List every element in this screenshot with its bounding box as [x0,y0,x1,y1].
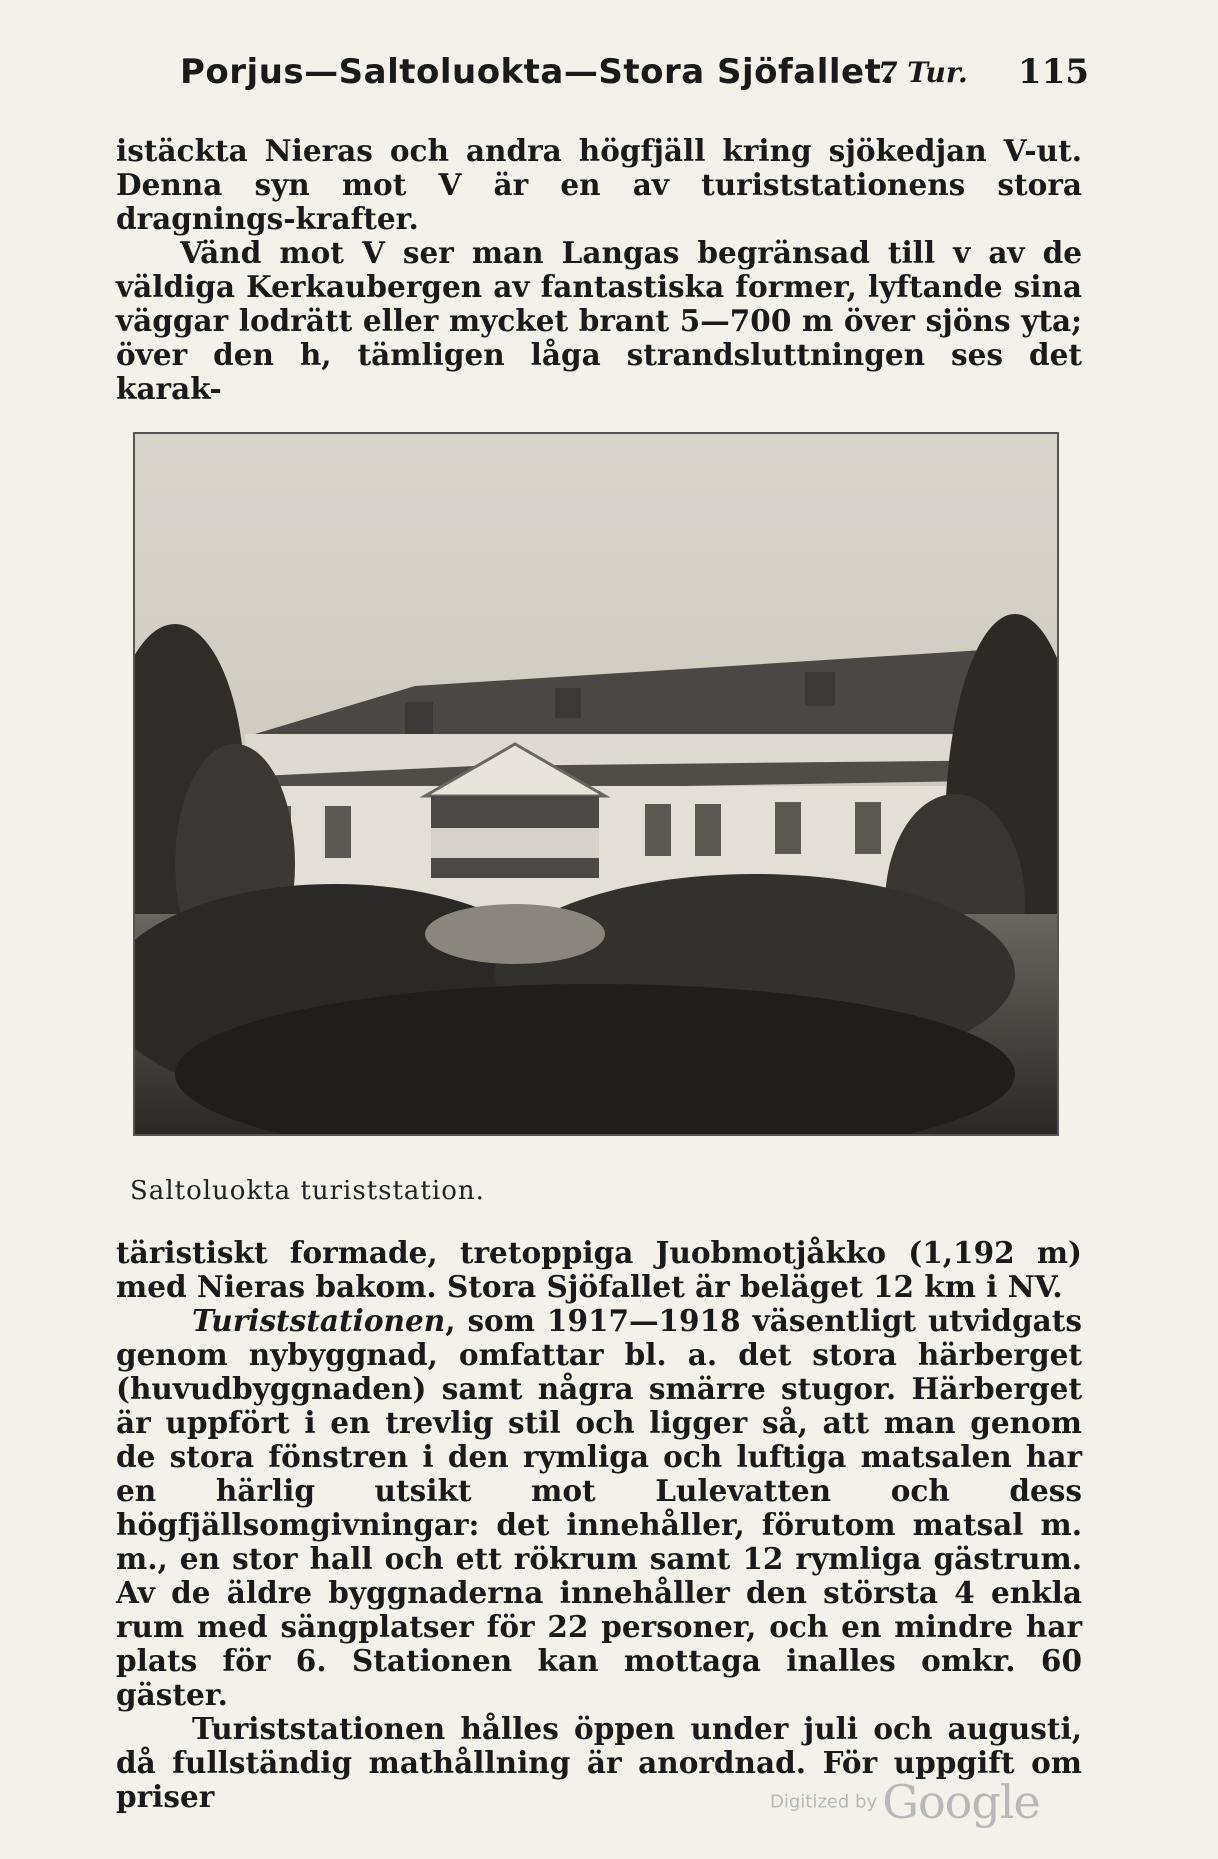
google-logo: Google [882,1775,1040,1829]
running-head-tour: 7 Tur. [878,56,968,89]
running-head [118,48,1089,98]
paragraph: täristiskt formade, tretoppiga Juobmotjåkko (1,192 m) med Nieras bakom. Stora Sjöfallet är beläget 12 km i NV. [116,1235,1082,1304]
photo-illustration [135,434,1057,1134]
paragraph: istäckta Nieras och andra högfjäll kring sjökedjan V-ut. Denna syn mot V är en av turiststationens stora dragnings-krafter. [116,133,1082,236]
figure-caption: Saltoluokta turiststation. [130,1176,485,1206]
paragraph [116,1304,1082,1712]
emphasized-term: Turiststationen [192,1303,446,1338]
running-head-title: Porjus—Saltoluokta—Stora Sjöfallet. [180,52,895,92]
watermark-small: Digitized by [770,1791,878,1813]
top-text-block [116,134,1082,406]
photo-of-building-icon [133,432,1059,1136]
bottom-text-block [116,1236,1082,1814]
page-number: 115 [1018,52,1089,92]
digitized-watermark [770,1775,1040,1829]
paragraph: Vänd mot V ser man Langas begränsad till v av de väldiga Kerkaubergen av fantastiska former, lyftande sina väggar lodrätt eller mycket brant 5—700 m över sjöns yta; över den h, tämligen låga strandsluttningen ses det karak- [116,235,1082,406]
paragraph: Turiststationen hålles öppen under juli och augusti, då fullständig mathållning är anordnad. För uppgift om priser [116,1711,1082,1814]
paragraph-text: , som 1917—1918 väsentligt utvidgats genom nybyggnad, omfattar bl. a. det stora härberget (huvudbyggnaden) samt några smärre stugor. Härberget är uppfört i en trevlig stil och ligger så, att man genom de stora fönstren i den rymliga och luftiga matsalen har en härlig utsikt mot Lulevatten och dess högfjällsomgivningar: det innehåller, förutom matsal m. m., en stor hall och ett rökrum samt 12 rymliga gästrum. Av de äldre byggnaderna innehåller den största 4 enkla rum med sängplatser för 22 personer, och en mindre har plats för 6. Stationen kan mottaga inalles omkr. 60 gäster. [116,1303,1082,1712]
